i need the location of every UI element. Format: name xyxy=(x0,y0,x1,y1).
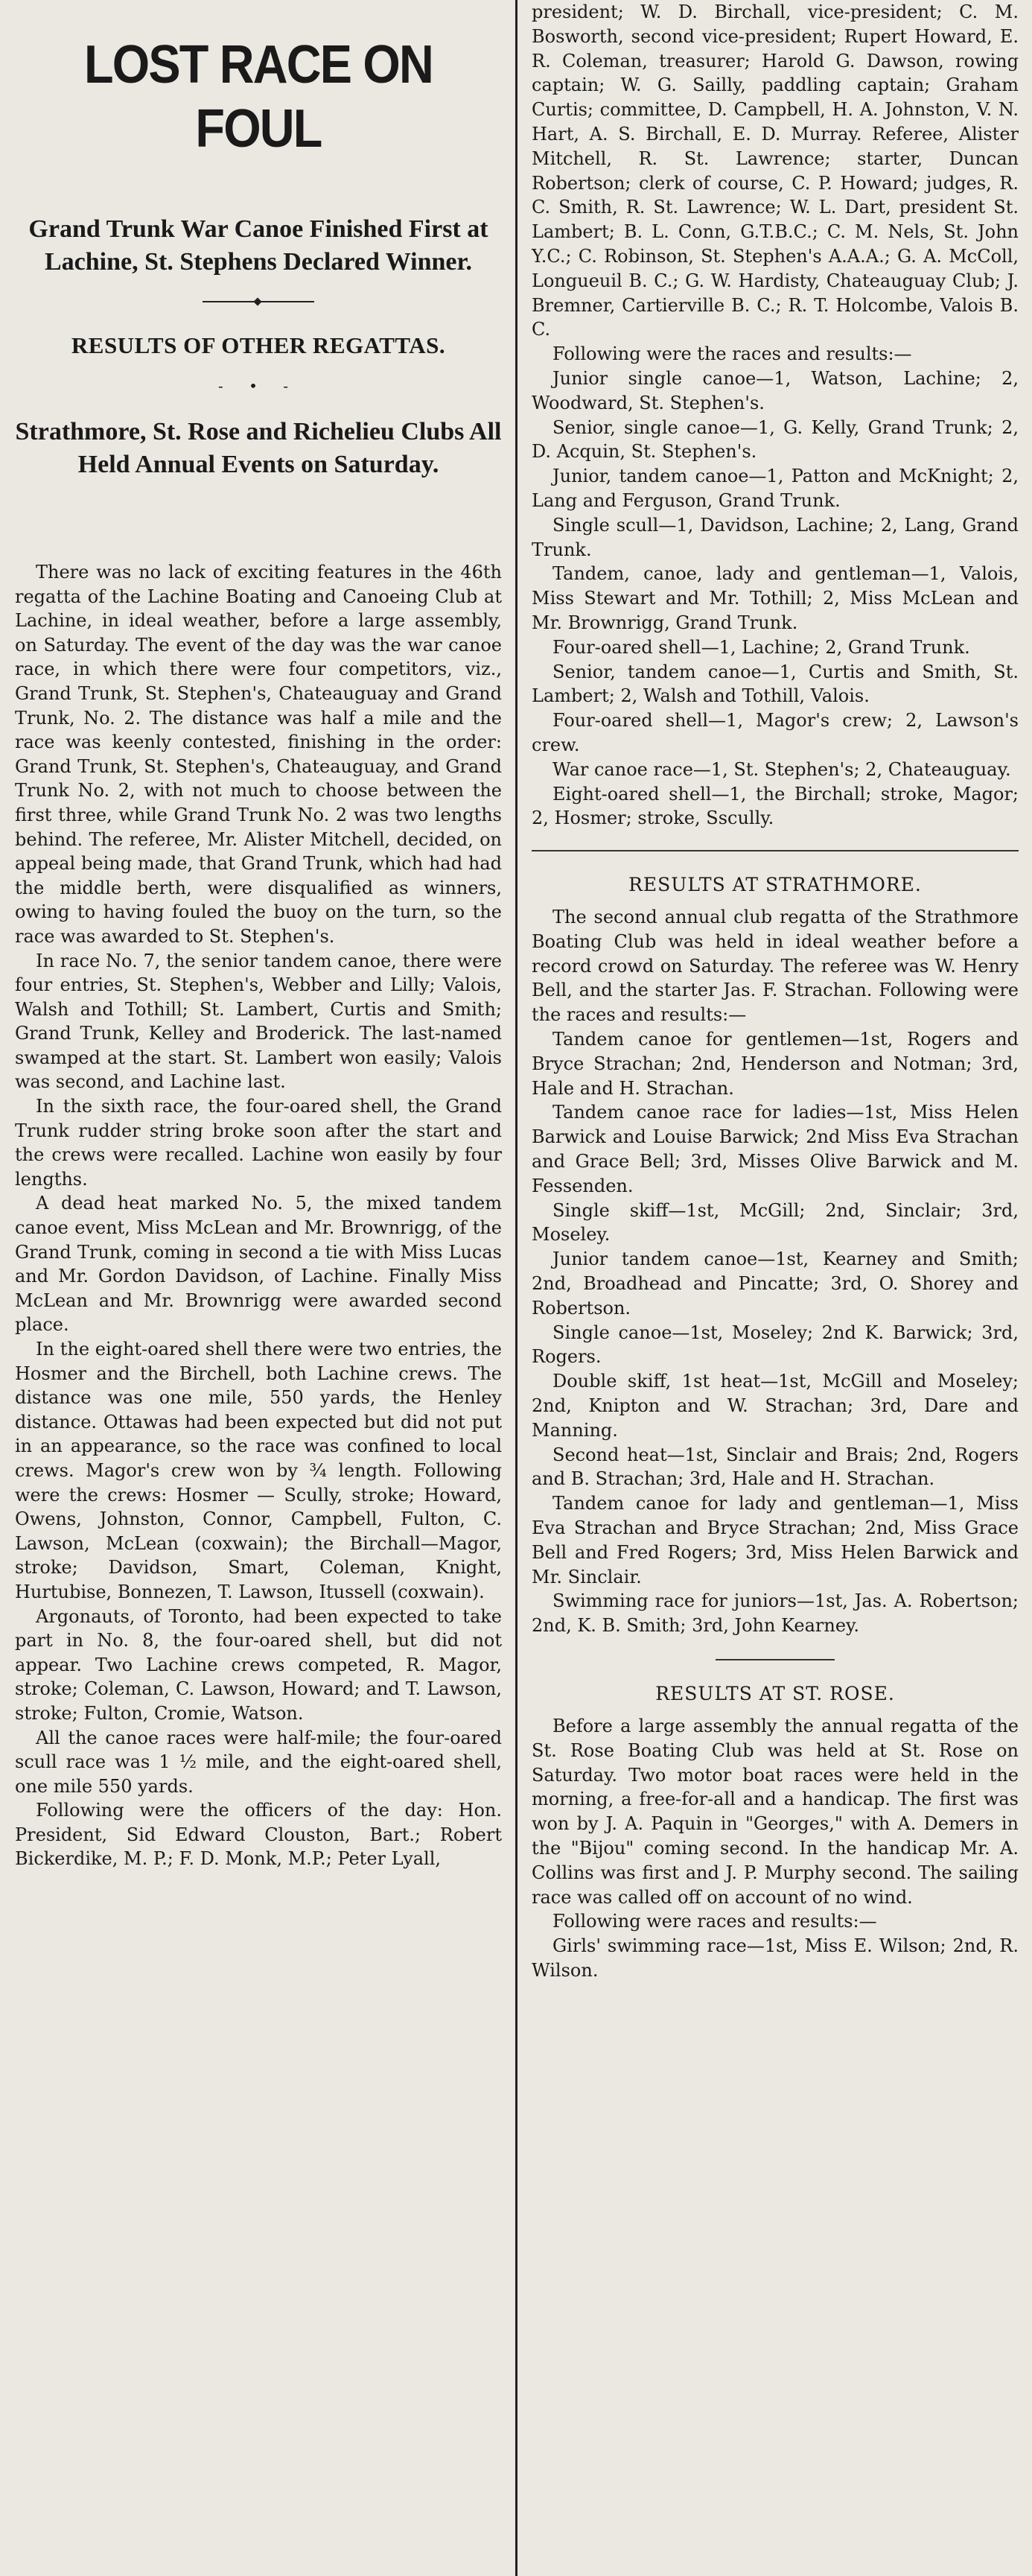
article-paragraph: In the sixth race, the four-oared shell, the Grand Trunk rudder string broke soon after the start and the crews were recalled. Lachine won easily by four lengths. xyxy=(15,1096,502,1190)
race-result: Junior, tandem canoe—1, Patton and McKnight; 2, Lang and Ferguson, Grand Trunk. xyxy=(532,466,1019,511)
race-result: Four-oared shell—1, Magor's crew; 2, Lawson's crew. xyxy=(532,710,1019,755)
dot-divider: - • - xyxy=(217,377,299,395)
race-result: Tandem canoe for lady and gentleman—1, Miss Eva Strachan and Bryce Strachan; 2nd, Miss Grace Bell and Fred Rogers; 3rd, Miss Helen Barwick and Mr. Sinclair. xyxy=(532,1493,1019,1587)
article-paragraph: All the canoe races were half-mile; the four-oared scull race was 1 ½ mile, and the eight-oared shell, one mile 550 yards. xyxy=(15,1727,502,1797)
race-result: Single canoe—1st, Moseley; 2nd K. Barwick; 3rd, Rogers. xyxy=(532,1322,1019,1368)
strathmore-heading: RESULTS AT STRATHMORE. xyxy=(628,874,922,896)
race-result: Swimming race for juniors—1st, Jas. A. Robertson; 2nd, K. B. Smith; 3rd, John Kearney. xyxy=(532,1590,1019,1637)
race-result: Senior, single canoe—1, G. Kelly, Grand Trunk; 2, D. Acquin, St. Stephen's. xyxy=(532,416,1019,463)
headline: LOST RACE ON FOUL xyxy=(83,35,433,159)
st-rose-results-list xyxy=(532,1934,1019,1983)
race-result: Girls' swimming race—1st, Miss E. Wilson; 2nd, R. Wilson. xyxy=(532,1935,1019,1981)
race-result: Tandem canoe race for ladies—1st, Miss Helen Barwick and Louise Barwick; 2nd Miss Eva Strachan and Grace Bell; 3rd, Misses Olive Barwick and M. Fessenden. xyxy=(532,1102,1019,1196)
strathmore-results-list xyxy=(532,1027,1019,1638)
race-result: Single skiff—1st, McGill; 2nd, Sinclair; 3rd, Moseley. xyxy=(532,1199,1019,1246)
article-paragraph: Argonauts, of Toronto, had been expected to take part in No. 8, the four-oared shell, but did not appear. Two Lachine crews competed, R. Magor, stroke; Coleman, C. Lawson, Howard; and T. Lawson, stroke; Fulton, Cromie, Watson. xyxy=(15,1605,502,1724)
results-intro: Following were the races and results:— xyxy=(552,343,912,365)
race-result: Junior tandem canoe—1st, Kearney and Smith; 2nd, Broadhead and Pincatte; 3rd, O. Shorey and Robertson. xyxy=(532,1249,1019,1319)
deck-strathmore-st-rose: Strathmore, St. Rose and Richelieu Clubs All Held Annual Events on Saturday. xyxy=(15,418,502,478)
subhead-other-regattas: RESULTS OF OTHER REGATTAS. xyxy=(71,332,446,358)
article-paragraph: There was no lack of exciting features in the 46th regatta of the Lachine Boating and Canoeing Club at Lachine, in ideal weather, before a large assembly, on Saturday. The event of the day was the war canoe race, in which there were four competitors, viz., Grand Trunk, St. Stephen's, Chateauguay and Grand Trunk, No. 2. The distance was half a mile and the race was keenly contested, finishing in the order: Grand Trunk, St. Stephen's, Chateauguay, and Grand Trunk No. 2, with not much to choose between the first three, while Grand Trunk No. 2 was two lengths behind. The referee, Mr. Alister Mitchell, decided, on appeal being made, that Grand Trunk, which had had the middle berth, were disqualified as winners, owing to having fouled the buoy on the turn, so the race was awarded to St. Stephen's. xyxy=(15,562,502,947)
race-result: Tandem, canoe, lady and gentleman—1, Valois, Miss Stewart and Mr. Tothill; 2, Miss McLean and Mr. Brownrigg, Grand Trunk. xyxy=(532,563,1019,633)
st-rose-heading: RESULTS AT ST. ROSE. xyxy=(655,1683,895,1704)
section-rule xyxy=(532,850,1019,851)
st-rose-intro: Before a large assembly the annual regatta of the St. Rose Boating Club was held at St. Rose on Saturday. Two motor boat races were held in the morning, a free-for-all and a handicap. The first was won by J. A. Paquin in "Georges," with A. Demers in the "Bijou" coming second. In the handicap Mr. A. Collins was first and J. P. Murphy second. The sailing race was called off on account of no wind. xyxy=(532,1716,1019,1908)
lachine-results-list xyxy=(532,367,1019,831)
strathmore-intro: The second annual club regatta of the Strathmore Boating Club was held in ideal weather before a record crowd on Saturday. The referee was W. Henry Bell, and the starter Jas. F. Strachan. Following were the races and results:— xyxy=(532,907,1019,1026)
officers-list: president; W. D. Birchall, vice-president; C. M. Bosworth, second vice-president; Rupert Howard, E. R. Coleman, treasurer; Harold G. Dawson, rowing captain; W. G. Sailly, paddling captain; Graham Curtis; committee, D. Campbell, H. A. Johnston, V. N. Hart, A. S. Birchall, E. D. Murray. Referee, Alister Mitchell, R. St. Lawrence; starter, Duncan Robertson; clerk of course, C. P. Howard; judges, R. C. Smith, R. St. Lawrence; W. L. Dart, president St. Lambert; B. L. Conn, G.T.B.C.; C. M. Nels, St. John Y.C.; C. Robinson, St. Stephen's A.A.A.; G. A. McColl, Longueuil B. C.; G. W. Hardisty, Chateauguay Club; J. Bremner, Cartierville B. C.; R. T. Holcombe, Valois B. C. xyxy=(532,1,1019,340)
race-result: War canoe race—1, St. Stephen's; 2, Chateauguay. xyxy=(552,758,1011,780)
race-result: Single scull—1, Davidson, Lachine; 2, Lang, Grand Trunk. xyxy=(532,514,1019,560)
race-result: Tandem canoe for gentlemen—1st, Rogers and Bryce Strachan; 2nd, Henderson and Notman; 3rd, Hale and H. Strachan. xyxy=(532,1029,1019,1099)
race-result: Second heat—1st, Sinclair and Brais; 2nd, Rogers and B. Strachan; 3rd, Hale and H. Strachan. xyxy=(532,1444,1019,1490)
article-paragraph: In race No. 7, the senior tandem canoe, there were four entries, St. Stephen's, Webber and Lilly; Valois, Walsh and Tothill; St. Lambert, Curtis and Smith; Grand Trunk, Kelley and Broderick. The last-named swamped at the start. St. Lambert won easily; Valois was second, and Lachine last. xyxy=(15,950,502,1093)
article-paragraph: Following were the officers of the day: Hon. President, Sid Edward Clouston, Bart.; Robert Bickerdike, M. P.; F. D. Monk, M.P.; Peter Lyall, xyxy=(15,1800,502,1870)
race-result: Junior single canoe—1, Watson, Lachine; 2, Woodward, St. Stephen's. xyxy=(532,367,1019,413)
race-result: Senior, tandem canoe—1, Curtis and Smith, St. Lambert; 2, Walsh and Tothill, Valois. xyxy=(532,661,1019,707)
st-rose-following: Following were races and results:— xyxy=(552,1911,877,1932)
race-result: Four-oared shell—1, Lachine; 2, Grand Trunk. xyxy=(552,636,970,658)
column-rule xyxy=(515,0,517,2576)
article-paragraph: In the eight-oared shell there were two entries, the Hosmer and the Birchell, both Lachine crews. The distance was one mile, 550 yards, the Henley distance. Ottawas had been expected but did not put in an appearance, so the race was confined to local crews. Magor's crew won by ¾ length. Following were the crews: Hosmer — Scully, stroke; Howard, Owens, Johnston, Connor, Campbell, Fulton, C. Lawson, McLean (coxwain); the Birchall—Magor, stroke; Davidson, Smart, Coleman, Knight, Hurtubise, Bonnezen, T. Lawson, Itussell (coxwain). xyxy=(15,1339,502,1602)
section-rule xyxy=(716,1659,835,1660)
article-paragraph: A dead heat marked No. 5, the mixed tandem canoe event, Miss McLean and Mr. Brownrigg, of the Grand Trunk, coming in second a tie with Miss Lucas and Mr. Gordon Davidson, of Lachine. Finally Miss McLean and Mr. Brownrigg were awarded second place. xyxy=(15,1193,502,1336)
race-result: Eight-oared shell—1, the Birchall; stroke, Magor; 2, Hosmer; stroke, Sscully. xyxy=(532,783,1019,829)
right-column xyxy=(521,0,1032,2576)
deck-grand-trunk: Grand Trunk War Canoe Finished First at Lachine, St. Stephens Declared Winner. xyxy=(28,215,488,276)
ornament-divider xyxy=(203,301,314,302)
left-column xyxy=(0,0,512,2576)
race-result: Double skiff, 1st heat—1st, McGill and Moseley; 2nd, Knipton and W. Strachan; 3rd, Dare and Manning. xyxy=(532,1371,1019,1441)
